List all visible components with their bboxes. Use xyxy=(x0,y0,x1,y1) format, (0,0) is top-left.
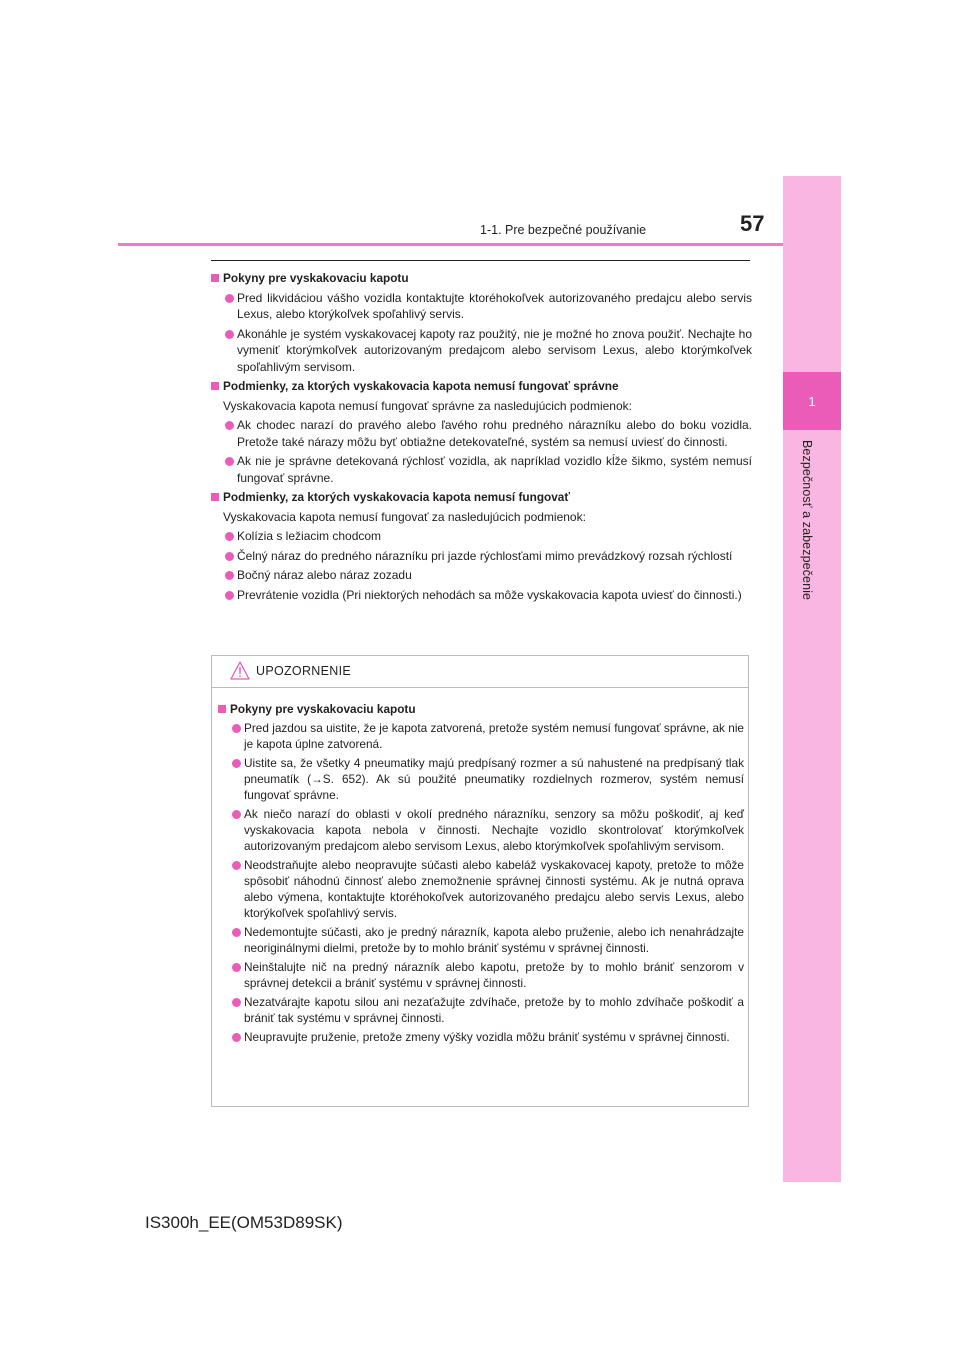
section-heading: Pokyny pre vyskakovaciu kapotu xyxy=(211,270,752,287)
list-item: Uistite sa, že všetky 4 pneumatiky majú predpísaný rozmer a sú nahustené na predpísaný tlak pneumatík (→S. 652). Ak sú použité pneumatiky rozdielnych rozmerov, systém nemusí fungovať správne. xyxy=(218,755,744,803)
circle-bullet-icon xyxy=(232,963,241,972)
list-item: Akonáhle je systém vyskakovacej kapoty raz použitý, nie je možné ho znova použiť. Nechajte ho vymeniť ktorýmkoľvek autorizovaným predajcom alebo servisom Lexus, alebo ktorýmkoľvek spoľahlivým servisom. xyxy=(211,326,752,376)
list-item: Neinštalujte nič na predný nárazník alebo kapotu, pretože by to mohlo brániť senzorom v správnej detekcii a brániť systému v správnej činnosti. xyxy=(218,959,744,991)
content-rule xyxy=(211,260,750,261)
circle-bullet-icon xyxy=(225,294,234,303)
list-item: Pred likvidáciou vášho vozidla kontaktujte ktoréhokoľvek autorizovaného predajcu alebo servis Lexus, alebo ktorýkoľvek spoľahlivý servis. xyxy=(211,290,752,323)
chapter-label: Bezpečnosť a zabezpečenie xyxy=(800,440,814,601)
page-number: 57 xyxy=(740,211,765,236)
section-intro: Vyskakovacia kapota nemusí fungovať za nasledujúcich podmienok: xyxy=(223,509,586,524)
header-rule xyxy=(118,243,783,246)
warning-heading: Pokyny pre vyskakovaciu kapotu xyxy=(218,701,744,717)
warning-body xyxy=(218,698,744,1048)
square-bullet-icon xyxy=(211,382,219,390)
circle-bullet-icon xyxy=(232,759,241,768)
circle-bullet-icon xyxy=(225,421,234,430)
list-item: Ak nie je správne detekovaná rýchlosť vozidla, ak napríklad vozidlo kĺže šikmo, systém nemusí fungovať správne. xyxy=(211,453,752,486)
section-title: 1-1. Pre bezpečné používanie xyxy=(480,223,647,237)
circle-bullet-icon xyxy=(232,810,241,819)
list-item: Prevrátenie vozidla (Pri niektorých nehodách sa môže vyskakovacia kapota uviesť do činnosti.) xyxy=(211,587,752,604)
circle-bullet-icon xyxy=(225,552,234,561)
list-item: Nezatvárajte kapotu silou ani nezaťažujte zdvíhače, pretože by to mohlo zdvíhače poškodiť a brániť tak systému v správnej činnosti. xyxy=(218,994,744,1026)
chapter-number: 1 xyxy=(783,372,841,430)
circle-bullet-icon xyxy=(225,591,234,600)
circle-bullet-icon xyxy=(232,1033,241,1042)
circle-bullet-icon xyxy=(225,457,234,466)
square-bullet-icon xyxy=(211,274,219,282)
circle-bullet-icon xyxy=(225,532,234,541)
circle-bullet-icon xyxy=(232,861,241,870)
circle-bullet-icon xyxy=(225,330,234,339)
list-item: Kolízia s ležiacim chodcom xyxy=(211,528,752,545)
circle-bullet-icon xyxy=(225,571,234,580)
square-bullet-icon xyxy=(211,493,219,501)
warning-triangle-icon xyxy=(230,661,250,680)
chapter-side-tab xyxy=(783,176,841,1182)
list-item: Nedemontujte súčasti, ako je predný nárazník, kapota alebo pruženie, alebo ich nenahrádzajte neoriginálnymi dielmi, pretože by to mohlo brániť systému v správnej činnosti. xyxy=(218,924,744,956)
circle-bullet-icon xyxy=(232,724,241,733)
list-item: Ak niečo narazí do oblasti v okolí predného nárazníku, senzory sa môžu poškodiť, aj keď vyskakovacia kapota nebola v činnosti. Nechajte vozidlo skontrolovať ktorýmkoľvek autorizovaným predajcom alebo servisom Lexus, alebo ktorýmkoľvek spoľahlivým servisom. xyxy=(218,806,744,854)
circle-bullet-icon xyxy=(232,998,241,1007)
list-item: Ak chodec narazí do pravého alebo ľavého rohu predného nárazníku alebo do boku vozidla. Pretože také nárazy môžu byť obtiažne detekovateľné, systém sa nemusí uviesť do činnosti. xyxy=(211,417,752,450)
main-content xyxy=(211,267,752,606)
list-item: Neodstraňujte alebo neopravujte súčasti alebo kabeláž vyskakovacej kapoty, pretože to môže spôsobiť náhodnú činnosť alebo znemožnenie správnej činnosti systému. Ak je nutná oprava alebo výmena, kontaktujte ktoréhokoľvek autorizovaného predajcu alebo servis Lexus, alebo ktorýkoľvek spoľahlivý servis. xyxy=(218,857,744,921)
warning-box xyxy=(211,655,749,1107)
list-item: Čelný náraz do predného nárazníku pri jazde rýchlosťami mimo prevádzkový rozsah rýchlostí xyxy=(211,548,752,565)
section-heading: Podmienky, za ktorých vyskakovacia kapota nemusí fungovať xyxy=(211,489,752,506)
warning-title: UPOZORNENIE xyxy=(256,664,351,678)
manual-code: IS300h_EE(OM53D89SK) xyxy=(145,1213,343,1232)
list-item: Pred jazdou sa uistite, že je kapota zatvorená, pretože systém nemusí fungovať správne, ak nie je kapota úplne zatvorená. xyxy=(218,720,744,752)
square-bullet-icon xyxy=(218,705,226,713)
list-item: Bočný náraz alebo náraz zozadu xyxy=(211,567,752,584)
circle-bullet-icon xyxy=(232,928,241,937)
list-item: Neupravujte pruženie, pretože zmeny výšky vozidla môžu brániť systému v správnej činnosti. xyxy=(218,1029,744,1045)
section-intro: Vyskakovacia kapota nemusí fungovať správne za nasledujúcich podmienok: xyxy=(223,398,632,413)
section-heading: Podmienky, za ktorých vyskakovacia kapota nemusí fungovať správne xyxy=(211,378,752,395)
warning-header xyxy=(212,656,748,688)
